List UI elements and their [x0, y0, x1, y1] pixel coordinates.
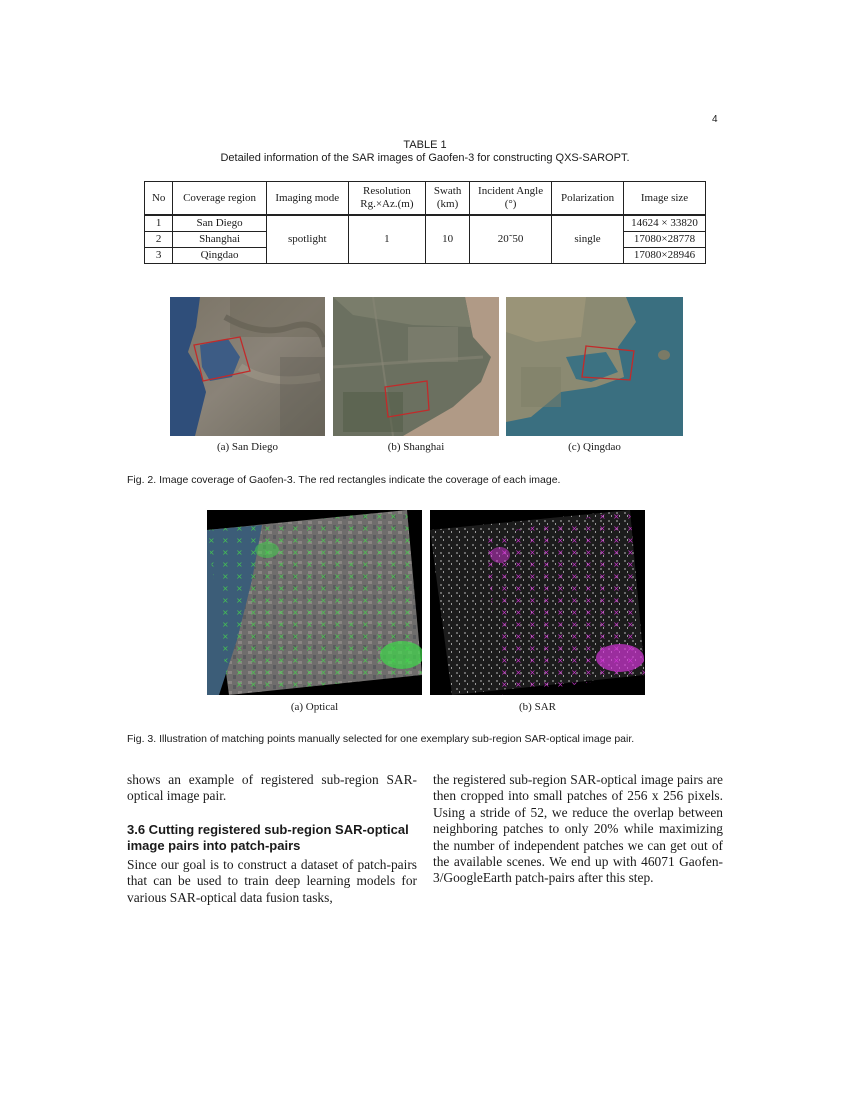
- cell-no: 3: [145, 248, 173, 264]
- fig2-label-qingdao: (c) Qingdao: [568, 441, 621, 453]
- fig3-caption: Fig. 3. Illustration of matching points manually selected for one exemplary sub-region SAR-optical image pair.: [127, 733, 635, 745]
- cell-no: 2: [145, 232, 173, 248]
- san-diego-satellite-image: [170, 297, 325, 436]
- optical-image: [207, 510, 422, 695]
- cell-region: Shanghai: [173, 232, 266, 248]
- shanghai-satellite-image: [333, 297, 499, 436]
- cell-region: Qingdao: [173, 248, 266, 264]
- sar-image: [430, 510, 645, 695]
- table-title: TABLE 1: [403, 139, 447, 151]
- cell-no: 1: [145, 215, 173, 232]
- cell-resolution: 1: [348, 215, 425, 264]
- fig2-caption: Fig. 2. Image coverage of Gaofen-3. The red rectangles indicate the coverage of each image.: [127, 474, 561, 486]
- section-heading: 3.6 Cutting registered sub-region SAR-optical image pairs into patch-pairs: [127, 822, 409, 853]
- table-header-row: [145, 182, 706, 216]
- header-swath-line1: Swath: [433, 185, 462, 197]
- fig2-label-san-diego: (a) San Diego: [216, 441, 279, 453]
- left-paragraph: Since our goal is to construct a dataset of patch-pairs that can be used to train deep learning models for various SAR-optical data fusion tasks,: [127, 857, 417, 905]
- header-incident-angle: [470, 182, 552, 216]
- right-paragraph: the registered sub-region SAR-optical image pairs are then cropped into small patches of 256 x 256 pixels. Using a stride of 52, we reduce the overlap between neighboring patches to only 20% while maximizing the number of independent patches we can get out of the available scenes. We end up with 46071 Gaofen-3/GoogleEarth patch-pairs after this step.: [433, 772, 723, 886]
- cell-swath: 10: [425, 215, 469, 264]
- fig3-label-sar: (b) SAR: [519, 701, 556, 713]
- left-paragraph-continuation: shows an example of registered sub-region SAR-optical image pair.: [127, 772, 417, 804]
- cell-incident-angle: 20˜50: [470, 215, 552, 264]
- cell-image-size: 17080×28946: [624, 248, 706, 264]
- table-caption: Detailed information of the SAR images of Gaofen-3 for constructing QXS-SAROPT.: [220, 152, 630, 164]
- header-resolution-line1: Resolution: [363, 185, 411, 197]
- cell-polarization: single: [552, 215, 624, 264]
- fig2-label-shanghai: (b) Shanghai: [387, 441, 445, 453]
- header-swath: [425, 182, 469, 216]
- header-polarization: Polarization: [552, 182, 624, 216]
- header-coverage-region: Coverage region: [173, 182, 266, 216]
- header-angle-line2: (°): [504, 198, 517, 210]
- table-row: [145, 215, 706, 232]
- header-image-size: Image size: [624, 182, 706, 216]
- header-imaging-mode: Imaging mode: [266, 182, 348, 216]
- qingdao-satellite-image: [506, 297, 683, 436]
- header-swath-line2: (km): [436, 198, 459, 210]
- header-resolution-line2: Rg.×Az.(m): [360, 198, 414, 210]
- header-resolution: [348, 182, 425, 216]
- page-number: 4: [712, 114, 718, 125]
- header-no: No: [145, 182, 173, 216]
- header-angle-line1: Incident Angle: [478, 185, 544, 197]
- gaofen-info-table: [144, 181, 706, 264]
- cell-image-size: 17080×28778: [624, 232, 706, 248]
- cell-region: San Diego: [173, 215, 266, 232]
- cell-imaging-mode: spotlight: [266, 215, 348, 264]
- fig3-label-optical: (a) Optical: [290, 701, 339, 713]
- cell-image-size: 14624 × 33820: [624, 215, 706, 232]
